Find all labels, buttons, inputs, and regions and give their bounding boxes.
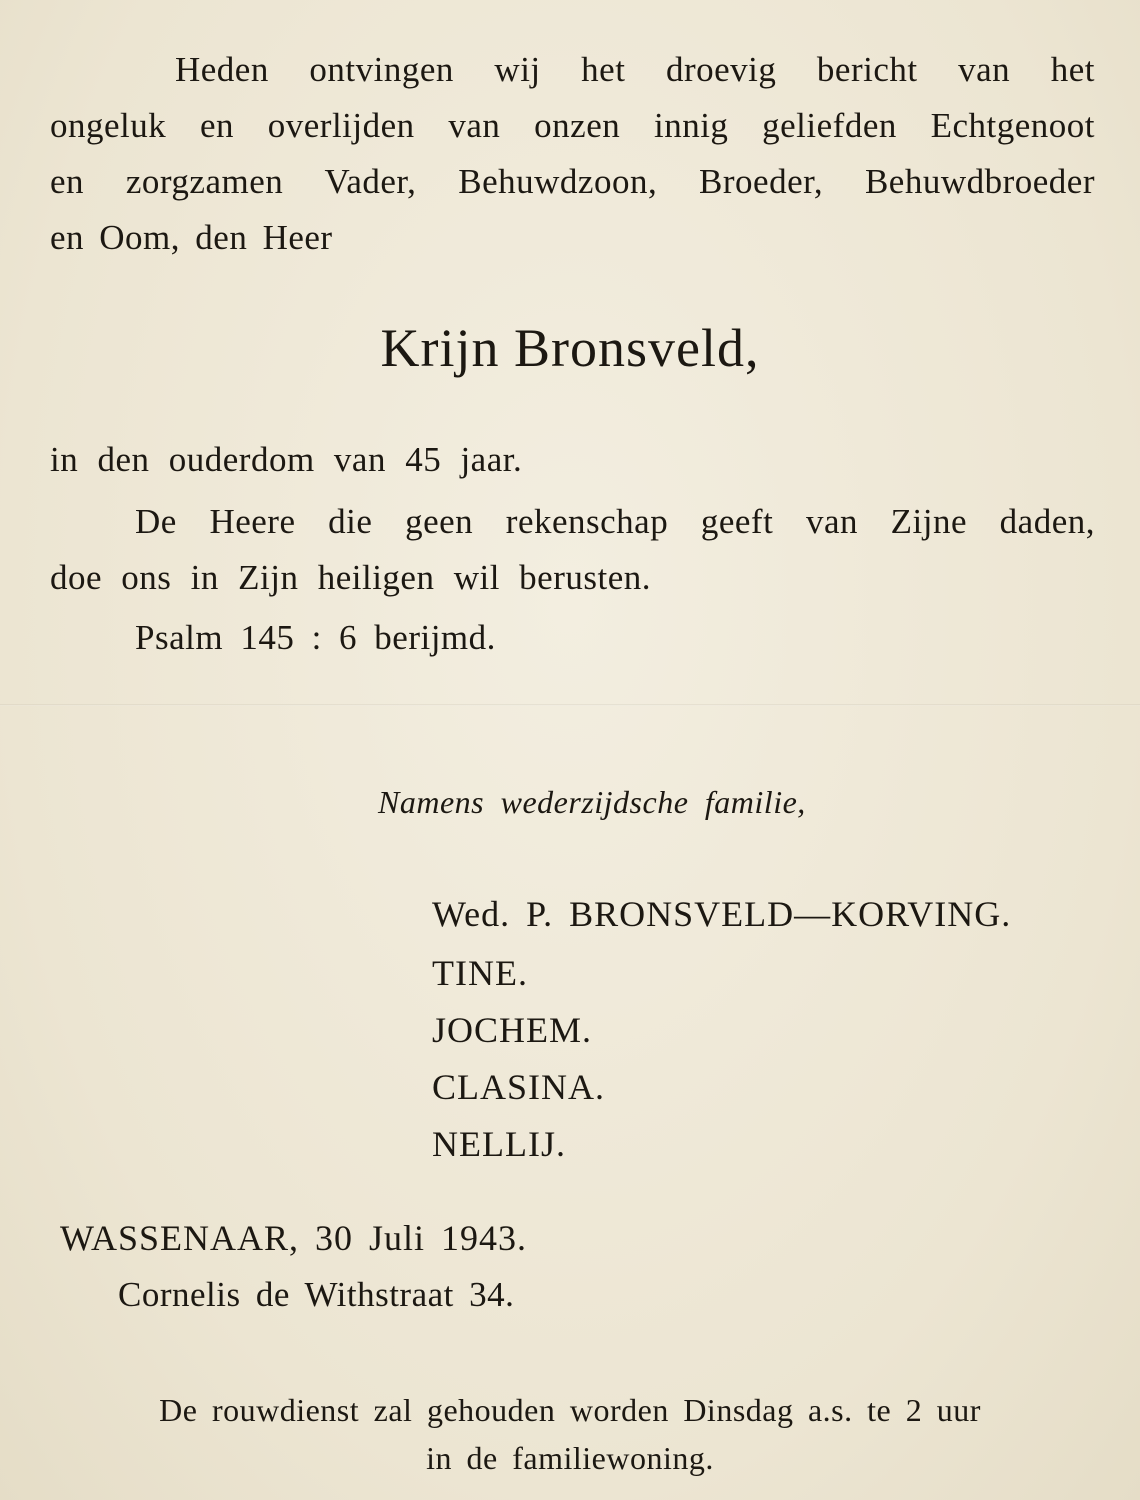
address-line: Cornelis de Withstraat 34. <box>118 1275 515 1314</box>
paper-fold <box>0 704 1140 706</box>
place-date-line: WASSENAAR, 30 Juli 1943. <box>60 1218 528 1258</box>
family-member-4: CLASINA. <box>432 1067 606 1107</box>
verse-line-1: De Heere die geen rekenschap geeft van Zijne daden, <box>135 502 1095 541</box>
intro-line-4: en Oom, den Heer <box>50 218 333 257</box>
intro-line-1: Heden ontvingen wij het droevig bericht van het <box>175 50 1095 89</box>
age-line: in den ouderdom van 45 jaar. <box>50 440 523 479</box>
family-member-3: JOCHEM. <box>432 1010 593 1050</box>
family-member-2: TINE. <box>432 953 528 993</box>
deceased-name: Krijn Bronsveld, <box>380 318 760 378</box>
intro-line-2: ongeluk en overlijden van onzen innig geliefden Echtgenoot <box>50 106 1095 145</box>
service-line-2: in de familiewoning. <box>426 1440 714 1476</box>
service-line-1: De rouwdienst zal gehouden worden Dinsdag a.s. te 2 uur <box>159 1392 981 1428</box>
intro-line-3: en zorgzamen Vader, Behuwdzoon, Broeder, Behuwdbroeder <box>50 162 1095 201</box>
on-behalf-line: Namens wederzijdsche familie, <box>378 784 806 820</box>
family-member-1: Wed. P. BRONSVELD—KORVING. <box>432 894 1012 934</box>
family-member-5: NELLIJ. <box>432 1124 566 1164</box>
psalm-reference: Psalm 145 : 6 berijmd. <box>135 618 496 657</box>
verse-line-2: doe ons in Zijn heiligen wil berusten. <box>50 558 651 597</box>
